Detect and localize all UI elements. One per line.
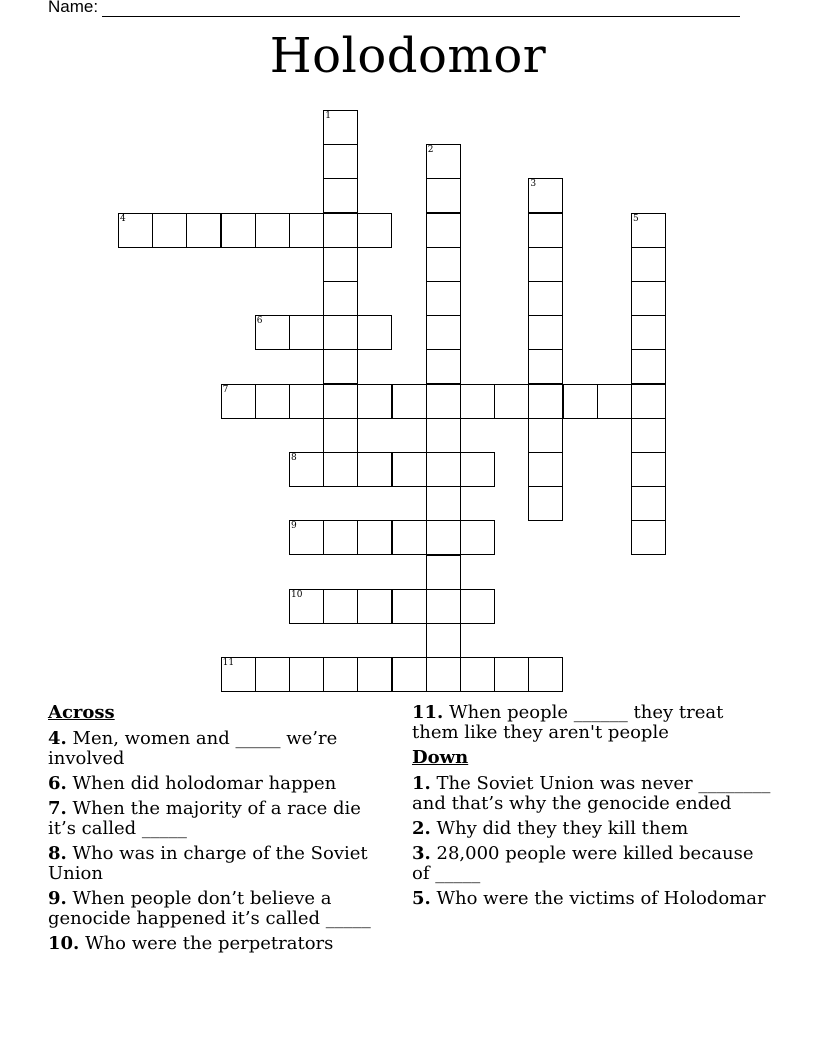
grid-cell[interactable] [323, 281, 358, 316]
grid-cell[interactable] [323, 657, 358, 692]
grid-cell[interactable] [255, 213, 290, 248]
clue-across-4: 4. Men, women and _____ we’re involved [48, 728, 338, 769]
grid-cell[interactable] [221, 657, 256, 692]
grid-cell[interactable] [426, 589, 461, 624]
grid-cell[interactable] [528, 452, 563, 487]
grid-cell-number: 7 [222, 384, 229, 395]
grid-cell[interactable] [631, 281, 666, 316]
grid-cell[interactable] [289, 213, 324, 248]
grid-cell[interactable] [221, 384, 256, 419]
page-title: Holodomor [269, 28, 547, 84]
clue-down-5: 5. Who were the victims of Holodomar [412, 888, 766, 909]
grid-cell[interactable] [494, 657, 529, 692]
grid-cell[interactable] [357, 213, 392, 248]
grid-cell[interactable] [528, 349, 563, 384]
clues-column-right [412, 703, 772, 914]
grid-cell[interactable] [528, 418, 563, 453]
grid-cell[interactable] [118, 213, 153, 248]
grid-cell[interactable] [255, 657, 290, 692]
grid-cell[interactable] [323, 418, 358, 453]
grid-cell[interactable] [357, 452, 392, 487]
grid-cell[interactable] [426, 281, 461, 316]
grid-cell[interactable] [426, 452, 461, 487]
grid-cell[interactable] [186, 213, 221, 248]
grid-cell[interactable] [357, 657, 392, 692]
grid-cell[interactable] [357, 315, 392, 350]
grid-cell[interactable] [323, 213, 358, 248]
grid-cell[interactable] [563, 384, 598, 419]
grid-cell[interactable] [528, 384, 563, 419]
grid-cell[interactable] [392, 384, 427, 419]
grid-cell[interactable] [357, 520, 392, 555]
grid-cell-number: 1 [325, 111, 331, 121]
grid-cell[interactable] [631, 384, 666, 419]
grid-cell[interactable] [631, 486, 666, 521]
grid-cell-number: 11 [222, 658, 235, 669]
grid-cell[interactable] [392, 657, 427, 692]
grid-cell[interactable] [289, 315, 324, 350]
grid-cell[interactable] [631, 520, 666, 555]
grid-cell-number: 4 [120, 213, 126, 224]
grid-cell-number: 6 [256, 316, 263, 327]
grid-cell[interactable] [426, 657, 461, 692]
clues-column-left [48, 703, 393, 959]
grid-cell[interactable] [426, 555, 461, 590]
grid-cell-number: 8 [291, 453, 297, 463]
clue-across-7: 7. When the majority of a race die it’s called _____ [48, 798, 361, 839]
grid-cell[interactable] [528, 178, 563, 213]
grid-cell[interactable] [289, 452, 324, 487]
grid-cell[interactable] [357, 589, 392, 624]
clue-across-9: 9. When people don’t believe a genocide happened it’s called _____ [48, 888, 371, 929]
grid-cell[interactable] [392, 452, 427, 487]
clue-across-6: 6. When did holodomar happen [48, 773, 337, 794]
grid-cell[interactable] [289, 589, 324, 624]
grid-cell[interactable] [289, 520, 324, 555]
grid-cell[interactable] [631, 452, 666, 487]
grid-cell[interactable] [323, 520, 358, 555]
grid-cell[interactable] [426, 623, 461, 658]
grid-cell[interactable] [392, 520, 427, 555]
grid-cell[interactable] [631, 247, 666, 282]
grid-cell[interactable] [426, 418, 461, 453]
grid-cell[interactable] [528, 315, 563, 350]
grid-cell[interactable] [426, 349, 461, 384]
grid-cell-number: 5 [633, 213, 639, 224]
grid-cell[interactable] [152, 213, 187, 248]
grid-cell[interactable] [426, 520, 461, 555]
grid-cell[interactable] [289, 384, 324, 419]
grid-cell[interactable] [460, 384, 495, 419]
grid-cell[interactable] [426, 144, 461, 179]
grid-cell[interactable] [426, 384, 461, 419]
grid-cell[interactable] [255, 315, 290, 350]
grid-cell[interactable] [323, 247, 358, 282]
grid-cell[interactable] [460, 589, 495, 624]
name-label: Name: [48, 0, 99, 16]
grid-cell[interactable] [323, 144, 358, 179]
grid-cell[interactable] [528, 247, 563, 282]
grid-cell[interactable] [426, 213, 461, 248]
grid-cell[interactable] [426, 486, 461, 521]
clue-down-1: 1. The Soviet Union was never ________ and that’s why the genocide ended [412, 773, 771, 814]
grid-cell[interactable] [460, 657, 495, 692]
grid-cell[interactable] [631, 418, 666, 453]
grid-cell[interactable] [323, 315, 358, 350]
grid-cell[interactable] [528, 281, 563, 316]
grid-cell[interactable] [631, 213, 666, 248]
grid-cell[interactable] [323, 452, 358, 487]
grid-cell[interactable] [631, 349, 666, 384]
grid-cell-number: 2 [427, 145, 434, 156]
grid-cell[interactable] [357, 384, 392, 419]
clue-down-2: 2. Why did they they kill them [412, 818, 689, 839]
grid-cell[interactable] [255, 384, 290, 419]
grid-cell[interactable] [323, 384, 358, 419]
grid-cell[interactable] [323, 589, 358, 624]
grid-cell[interactable] [323, 178, 358, 213]
grid-cell[interactable] [494, 384, 529, 419]
across-heading: Across [48, 702, 115, 723]
grid-cell[interactable] [289, 657, 324, 692]
down-heading: Down [412, 747, 469, 768]
clue-across-8: 8. Who was in charge of the Soviet Union [48, 843, 368, 884]
grid-cell[interactable] [460, 452, 495, 487]
grid-cell[interactable] [392, 589, 427, 624]
grid-cell[interactable] [460, 520, 495, 555]
clue-down-3: 3. 28,000 people were killed because of _____ [412, 843, 754, 884]
grid-cell[interactable] [323, 110, 358, 145]
grid-cell[interactable] [631, 315, 666, 350]
grid-cell[interactable] [221, 213, 256, 248]
clue-across-11: 11. When people ______ they treat them like they aren't people [412, 702, 724, 743]
clue-across-10: 10. Who were the perpetrators [48, 933, 334, 954]
grid-cell[interactable] [426, 178, 461, 213]
grid-cell[interactable] [597, 384, 632, 419]
grid-cell[interactable] [426, 315, 461, 350]
grid-cell[interactable] [528, 486, 563, 521]
grid-cell-number: 9 [291, 521, 297, 532]
grid-cell[interactable] [528, 213, 563, 248]
grid-cell-number: 3 [530, 179, 537, 190]
grid-cell[interactable] [323, 349, 358, 384]
grid-cell[interactable] [528, 657, 563, 692]
grid-cell[interactable] [426, 247, 461, 282]
grid-cell-number: 10 [291, 589, 303, 600]
